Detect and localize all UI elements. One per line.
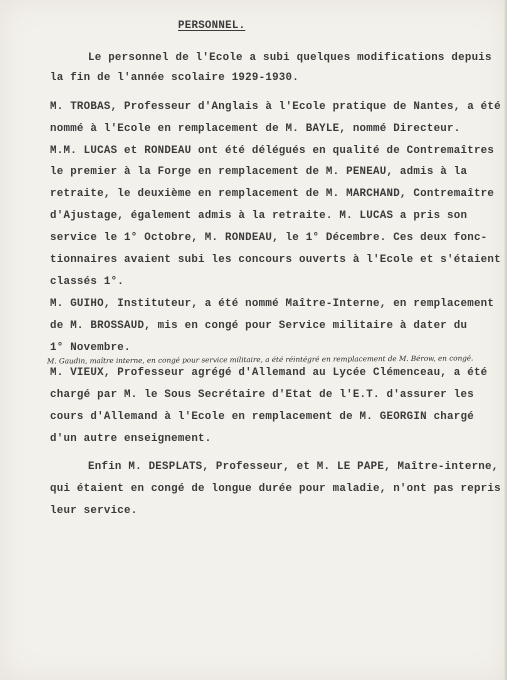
text-line: Enfin M. DESPLATS, Professeur, et M. LE PAPE, Maître-interne, <box>88 461 499 473</box>
text-line: le premier à la Forge en remplacement de M. PENEAU, admis à la <box>50 166 468 178</box>
text-line: leur service. <box>50 505 138 517</box>
text-line: de M. BROSSAUD, mis en congé pour Service militaire à dater du <box>50 320 468 332</box>
page-title: PERSONNEL. <box>178 20 246 32</box>
text-line: Le personnel de l'Ecole a subi quelques modifications depuis <box>88 52 492 64</box>
text-line: retraite, le deuxième en remplacement de M. MARCHAND, Contremaître <box>50 188 495 200</box>
text-line: classés 1°. <box>50 276 125 288</box>
text-line: chargé par M. le Sous Secrétaire d'Etat de l'E.T. d'assurer les <box>50 389 474 401</box>
text-line: d'Ajustage, également admis à la retraite. M. LUCAS a pris son <box>50 210 468 222</box>
text-line: la fin de l'année scolaire 1929-1930. <box>50 72 299 84</box>
handwritten-note: M. Gaudin, maître interne, en congé pour service militaire, a été réintégré en remplacement de M. Bérow, en congé. <box>46 353 474 366</box>
text-line: d'un autre enseignement. <box>50 433 212 445</box>
text-line: nommé à l'Ecole en remplacement de M. BAYLE, nommé Directeur. <box>50 123 461 135</box>
text-line: 1° Novembre. <box>50 342 131 354</box>
text-line: qui étaient en congé de longue durée pour maladie, n'ont pas repris <box>50 483 501 495</box>
text-line: M. VIEUX, Professeur agrégé d'Allemand au Lycée Clémenceau, a été <box>50 367 488 379</box>
text-line: M. GUIHO, Instituteur, a été nommé Maître-Interne, en remplacement <box>50 298 495 310</box>
text-line: M.M. LUCAS et RONDEAU ont été délégués en qualité de Contremaîtres <box>50 145 495 157</box>
text-line: tionnaires avaient subi les concours ouverts à l'Ecole et s'étaient <box>50 254 501 266</box>
text-line: service le 1° Octobre, M. RONDEAU, le 1° Décembre. Ces deux fonc- <box>50 232 488 244</box>
text-line: cours d'Allemand à l'Ecole en remplacement de M. GEORGIN chargé <box>50 411 474 423</box>
text-line: M. TROBAS, Professeur d'Anglais à l'Ecole pratique de Nantes, a été <box>50 101 501 113</box>
